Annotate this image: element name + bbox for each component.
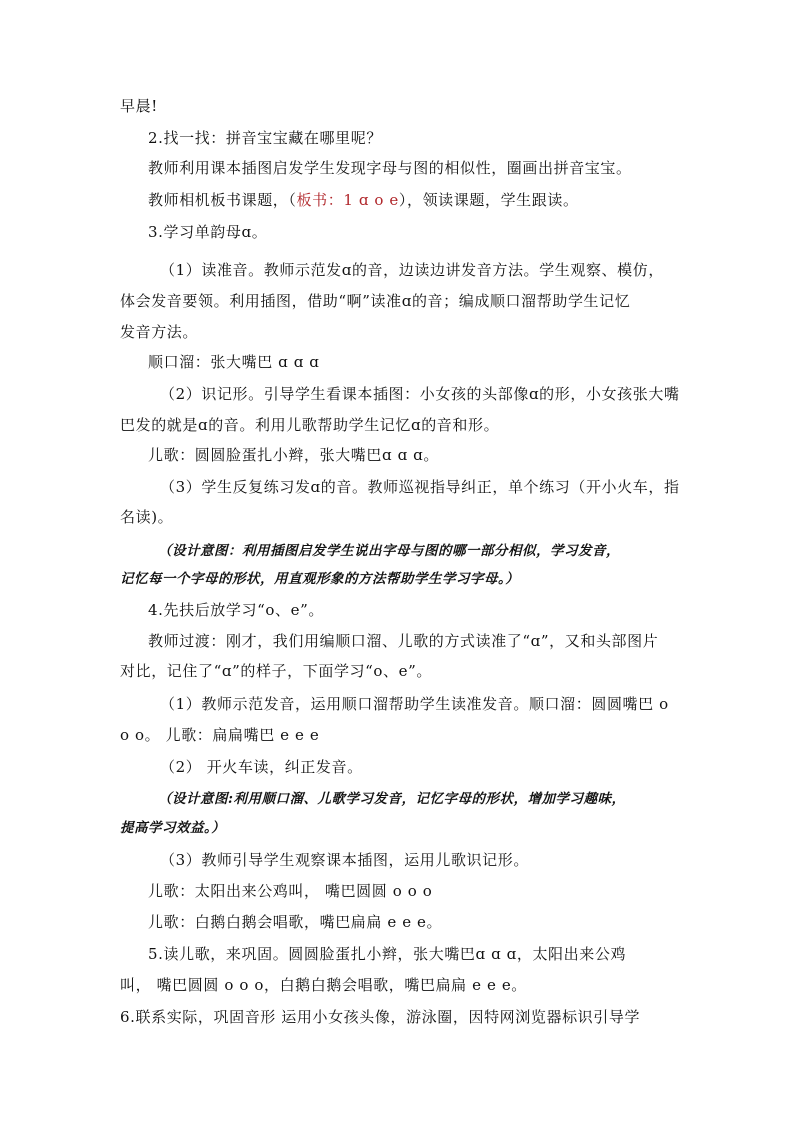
text-line: 早晨! bbox=[120, 97, 158, 115]
design-intent-note: （设计意图：利用插图启发学生说出字母与图的哪一部分相似，学习发音， bbox=[158, 543, 620, 559]
text-line: 对比，记住了“ɑ”的样子，下面学习“o、e”。 bbox=[120, 662, 432, 680]
text-line: 体会发音要领。利用插图，借助“啊”读准ɑ的音；编成顺口溜帮助学生记忆 bbox=[120, 292, 631, 310]
text-line: （1）教师示范发音，运用顺口溜帮助学生读准发音。顺口溜：圆圆嘴巴 o bbox=[160, 695, 669, 713]
text-line: 5.读儿歌，来巩固。圆圆脸蛋扎小辫，张大嘴巴ɑ ɑ ɑ，太阳出来公鸡 bbox=[148, 945, 627, 963]
text-line: o o。 儿歌：扁扁嘴巴 e e e bbox=[120, 726, 320, 744]
text-line: 儿歌：圆圆脸蛋扎小辫，张大嘴巴ɑ ɑ ɑ。 bbox=[148, 446, 439, 464]
text-line: 顺口溜：张大嘴巴 ɑ ɑ ɑ bbox=[148, 353, 320, 371]
text-line: 儿歌：白鹅白鹅会唱歌，嘴巴扁扁 e e e。 bbox=[148, 913, 443, 931]
text-line: 巴发的就是ɑ的音。利用儿歌帮助学生记忆ɑ的音和形。 bbox=[120, 416, 500, 434]
text-segment: ），领读课题，学生跟读。 bbox=[398, 191, 579, 209]
text-line: 名读)。 bbox=[120, 508, 174, 526]
text-line: （2） 开火车读，纠正发音。 bbox=[160, 758, 363, 776]
design-intent-note: 提高学习效益。） bbox=[120, 820, 226, 836]
text-segment: 教师相机板书课题，（ bbox=[148, 191, 297, 209]
text-line: 发音方法。 bbox=[120, 323, 199, 341]
text-line: 教师利用课本插图启发学生发现字母与图的相似性，圈画出拼音宝宝。 bbox=[148, 159, 632, 177]
text-line: 叫， 嘴巴圆圆 o o o，白鹅白鹅会唱歌，嘴巴扁扁 e e e。 bbox=[120, 976, 527, 994]
board-writing-note: 板书：1 ɑ o e bbox=[296, 191, 399, 209]
text-line: （3）教师引导学生观察课本插图，运用儿歌识记形。 bbox=[160, 851, 529, 869]
section-heading: 2.找一找：拼音宝宝藏在哪里呢？ bbox=[148, 129, 382, 147]
section-heading: 6.联系实际，巩固音形 运用小女孩头像，游泳圈，因特网浏览器标识引导学 bbox=[120, 1008, 641, 1026]
section-heading: 3.学习单韵母ɑ。 bbox=[148, 223, 268, 241]
section-heading: 4.先扶后放学习“o、e”。 bbox=[148, 601, 324, 619]
text-line: 教师过渡：刚才，我们用编顺口溜、儿歌的方式读准了“ɑ”，又和头部图片 bbox=[148, 632, 659, 650]
text-line: 儿歌：太阳出来公鸡叫， 嘴巴圆圆 o o o bbox=[148, 882, 433, 900]
text-line-with-board-note bbox=[148, 190, 579, 210]
design-intent-note: （设计意图:利用顺口溜、儿歌学习发音，记忆字母的形状，增加学习趣味， bbox=[158, 791, 626, 807]
text-line: （2）识记形。引导学生看课本插图：小女孩的头部像ɑ的形，小女孩张大嘴 bbox=[160, 385, 680, 403]
text-line: （1）读准音。教师示范发ɑ的音，边读边讲发音方法。学生观察、模仿， bbox=[160, 261, 664, 279]
design-intent-note: 记忆每一个字母的形状，用直观形象的方法帮助学生学习字母。） bbox=[120, 571, 520, 587]
text-line: （3）学生反复练习发ɑ的音。教师巡视指导纠正，单个练习（开小火车，指 bbox=[160, 478, 680, 496]
